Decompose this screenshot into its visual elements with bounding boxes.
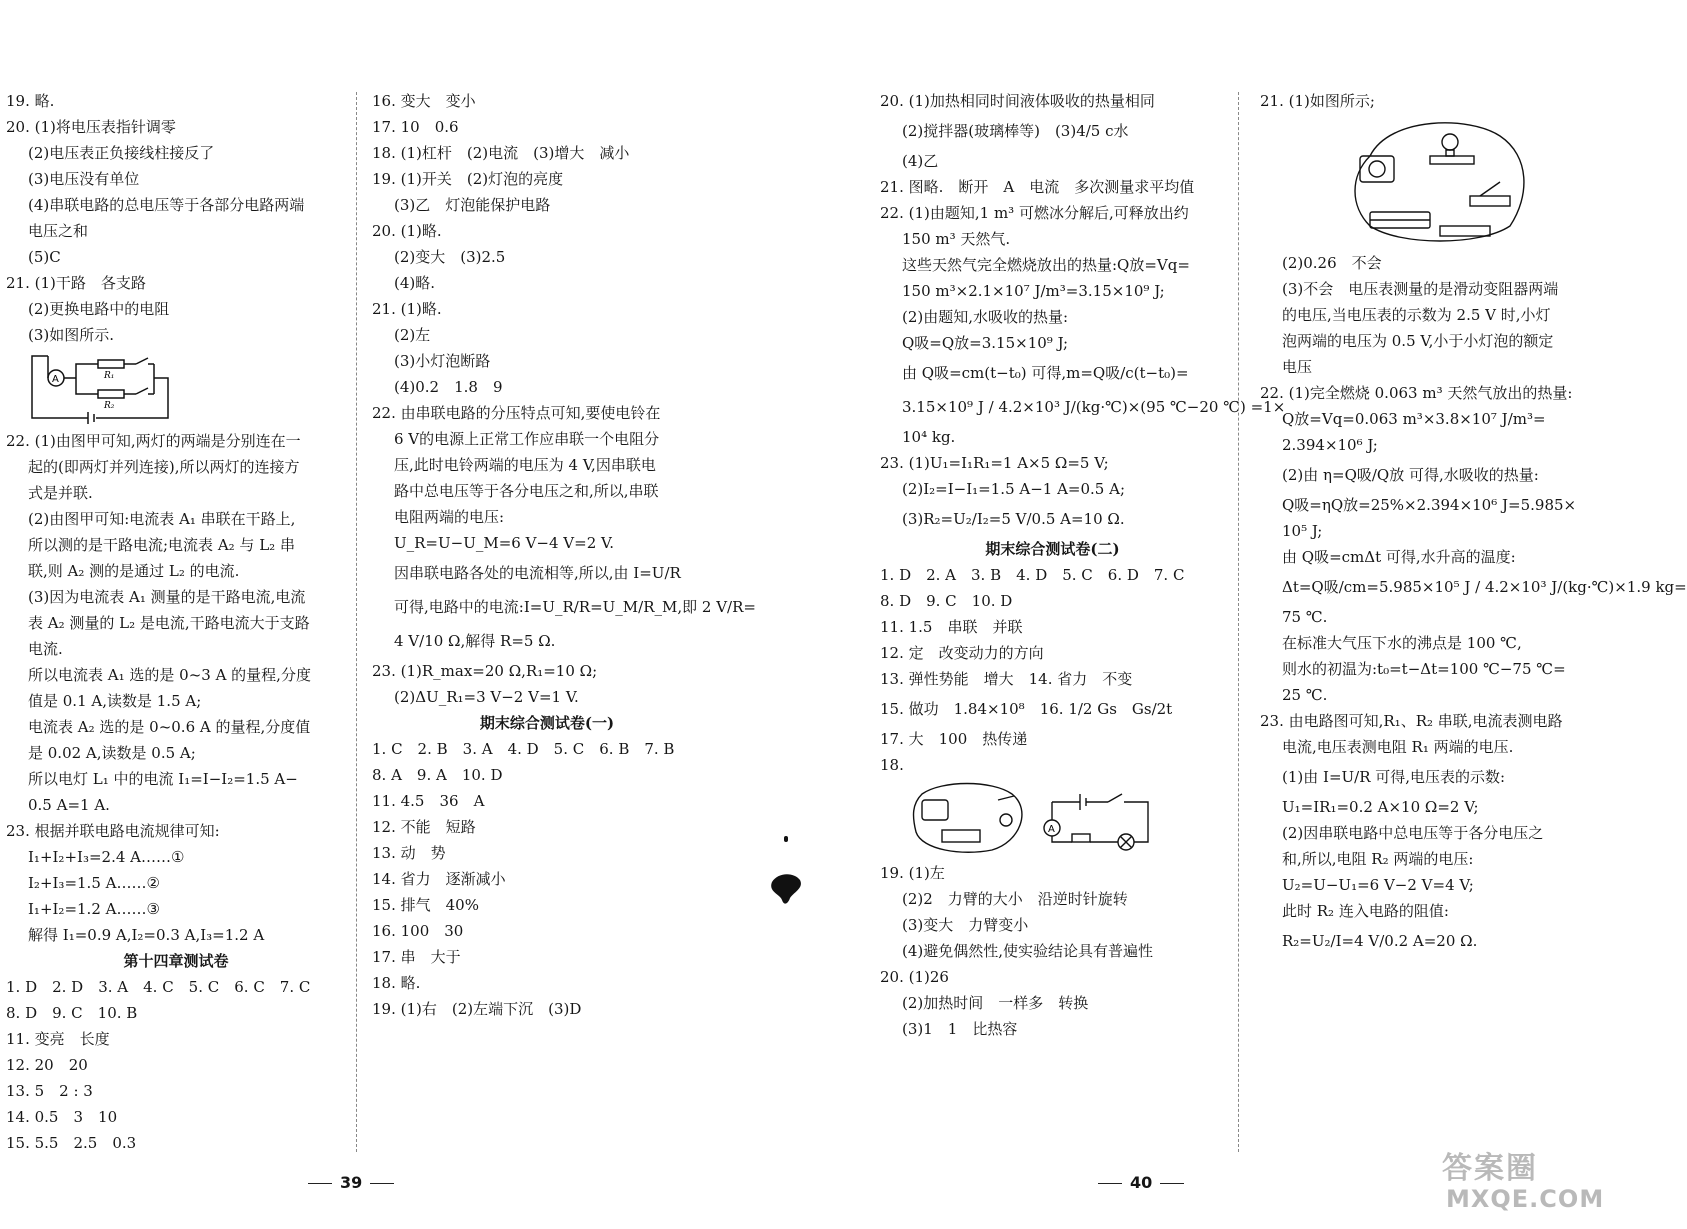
answer-line: 这些天然气完全燃烧放出的热量:Q放=Vq= — [902, 256, 1190, 274]
answer-line: 13. 弹性势能 增大 14. 省力 不变 — [880, 670, 1133, 688]
answer-line: (1)由 I=U/R 可得,电压表的示数: — [1282, 768, 1506, 786]
answer-line: 14. 0.5 3 10 — [6, 1108, 118, 1126]
answer-line: Q吸=Q放=3.15×10⁹ J; — [902, 334, 1069, 352]
answer-line: 因串联电路各处的电流相等,所以,由 I=U/R — [394, 564, 681, 582]
answer-line: 2.394×10⁶ J; — [1282, 436, 1378, 454]
answer-line: 75 ℃. — [1282, 608, 1328, 626]
answer-line: (3)电压没有单位 — [28, 170, 140, 188]
answer-line: 则水的初温为:t₀=t−Δt=100 ℃−75 ℃= — [1282, 660, 1566, 678]
answer-line: U₂=U−U₁=6 V−2 V=4 V; — [1282, 876, 1474, 894]
answer-line: 150 m³×2.1×10⁷ J/m³=3.15×10⁹ J; — [902, 282, 1165, 300]
answer-line: Δt=Q吸/cm=5.985×10⁵ J / 4.2×10³ J/(kg·℃)×1.9 kg= — [1282, 578, 1687, 596]
answer-line: 20. (1)略. — [372, 222, 442, 240]
watermark — [1432, 1139, 1605, 1221]
answer-line: 22. 由串联电路的分压特点可知,要使电铃在 — [372, 404, 661, 422]
section-heading: 第十四章测试卷 — [123, 952, 229, 970]
answer-line: 电压之和 — [28, 222, 89, 240]
page-number-right: 40 — [1090, 1173, 1192, 1192]
answer-line: (3)如图所示. — [28, 326, 115, 344]
answer-line: (2)电压表正负接线柱接反了 — [28, 144, 215, 162]
answer-line: 1. C 2. B 3. A 4. D 5. C 6. B 7. B — [372, 740, 675, 758]
answer-line: (2)变大 (3)2.5 — [394, 248, 506, 266]
answer-line: 16. 100 30 — [372, 922, 464, 940]
answer-line: 19. (1)左 — [880, 864, 945, 882]
answer-line: 可得,电路中的电流:I=U_R/R=U_M/R_M,即 2 V/R= — [394, 598, 756, 616]
answer-line: 10⁴ kg. — [902, 428, 956, 446]
answer-line: 17. 串 大于 — [372, 948, 461, 966]
answer-line: (4)串联电路的总电压等于各部分电路两端 — [28, 196, 305, 214]
column-2 — [372, 88, 756, 1022]
answer-line: (2)左 — [394, 326, 431, 344]
q18-circuit-figures — [902, 780, 1162, 856]
answer-line: Q吸=ηQ放=25%×2.394×10⁶ J=5.985× — [1282, 496, 1577, 514]
answer-line: 路中总电压等于各分电压之和,所以,串联 — [394, 482, 659, 500]
answer-line: 所以电流表 A₁ 选的是 0~3 A 的量程,分度 — [28, 666, 311, 684]
answer-line: (2)由题知,水吸收的热量: — [902, 308, 1069, 326]
answer-line: 所以电灯 L₁ 中的电流 I₁=I−I₂=1.5 A− — [28, 770, 298, 788]
answer-line: (3)因为电流表 A₁ 测量的是干路电流,电流 — [28, 588, 306, 606]
answer-line: 21. (1)如图所示; — [1260, 92, 1375, 110]
answer-line: 8. D 9. C 10. D — [880, 592, 1013, 610]
answer-line: 21. (1)略. — [372, 300, 442, 318]
answer-line: 23. (1)U₁=I₁R₁=1 A×5 Ω=5 V; — [880, 454, 1109, 472]
answer-line: (2)因串联电路中总电压等于各分电压之 — [1282, 824, 1544, 842]
answer-line: (3)乙 灯泡能保护电路 — [394, 196, 551, 214]
resistor-label: R₂ — [104, 401, 115, 411]
answer-line: 17. 10 0.6 — [372, 118, 459, 136]
section-heading: 期末综合测试卷(一) — [479, 714, 615, 732]
answer-line: 在标准大气压下水的沸点是 100 ℃, — [1282, 634, 1522, 652]
answer-line: 解得 I₁=0.9 A,I₂=0.3 A,I₃=1.2 A — [28, 926, 265, 944]
watermark-line1: 答案圈 — [1442, 1151, 1538, 1186]
answer-line: 由 Q吸=cm(t−t₀) 可得,m=Q吸/c(t−t₀)= — [902, 364, 1189, 382]
answer-line: 12. 不能 短路 — [372, 818, 476, 836]
answer-line: 23. 由电路图可知,R₁、R₂ 串联,电流表测电路 — [1260, 712, 1563, 730]
answer-line: 20. (1)将电压表指针调零 — [6, 118, 176, 136]
answer-line: 和,所以,电阻 R₂ 两端的电压: — [1282, 850, 1474, 868]
answer-line: (3)小灯泡断路 — [394, 352, 491, 370]
answer-line: (2)更换电路中的电阻 — [28, 300, 170, 318]
answer-line: 18. (1)杠杆 (2)电流 (3)增大 减小 — [372, 144, 630, 162]
answer-line: 联,则 A₂ 测的是通过 L₂ 的电流. — [28, 562, 240, 580]
answer-line: 1. D 2. A 3. B 4. D 5. C 6. D 7. C — [880, 566, 1185, 584]
answer-line: 25 ℃. — [1282, 686, 1328, 704]
answer-line: 13. 5 2 : 3 — [6, 1082, 93, 1100]
answer-line: 式是并联. — [28, 484, 93, 502]
section-heading: 期末综合测试卷(二) — [985, 540, 1120, 558]
answer-line: 19. (1)右 (2)左端下沉 (3)D — [372, 1000, 582, 1018]
answer-line: U₁=IR₁=0.2 A×10 Ω=2 V; — [1282, 798, 1479, 816]
answer-line: 所以测的是干路电流;电流表 A₂ 与 L₂ 串 — [28, 536, 295, 554]
answer-line: 8. D 9. C 10. B — [6, 1004, 138, 1022]
answer-line: 电压 — [1282, 358, 1313, 376]
answer-line: 19. (1)开关 (2)灯泡的亮度 — [372, 170, 564, 188]
answer-line: 17. 大 100 热传递 — [880, 730, 1028, 748]
answer-line: I₁+I₂=1.2 A……③ — [28, 900, 160, 918]
answer-line: (3)变大 力臂变小 — [902, 916, 1029, 934]
watermark-line2: MXQE.COM — [1446, 1185, 1605, 1213]
answer-line: (4)避免偶然性,使实验结论具有普遍性 — [902, 942, 1154, 960]
answer-line: 11. 1.5 串联 并联 — [880, 618, 1023, 636]
answer-line: 电流,电压表测电阻 R₁ 两端的电压. — [1282, 738, 1514, 756]
answer-line: 此时 R₂ 连入电路的阻值: — [1282, 902, 1449, 920]
ammeter-label: A — [1048, 824, 1055, 835]
page-number-left: 39 — [300, 1173, 402, 1192]
answer-line: (4)略. — [394, 274, 436, 292]
answer-line: 3.15×10⁹ J / 4.2×10³ J/(kg·℃)×(95 ℃−20 ℃) =1× — [902, 398, 1286, 416]
answer-line: (3)R₂=U₂/I₂=5 V/0.5 A=10 Ω. — [902, 510, 1125, 528]
answer-line: 20. (1)加热相同时间液体吸收的热量相同 — [880, 92, 1155, 110]
answer-line: 值是 0.1 A,读数是 1.5 A; — [28, 692, 202, 710]
answer-line: (2)由图甲可知:电流表 A₁ 串联在干路上, — [28, 510, 296, 528]
answer-line: 10⁵ J; — [1282, 522, 1323, 540]
answer-line: 11. 变亮 长度 — [6, 1030, 110, 1048]
answer-line: 1. D 2. D 3. A 4. C 5. C 6. C 7. C — [6, 978, 311, 996]
answer-line: 21. (1)干路 各支路 — [6, 274, 146, 292]
answer-line: 23. (1)R_max=20 Ω,R₁=10 Ω; — [372, 662, 598, 680]
ink-blot — [768, 868, 804, 908]
answer-line: (3)1 1 比热容 — [902, 1020, 1018, 1038]
answer-line: 6 V的电源上正常工作应串联一个电阻分 — [394, 430, 660, 448]
answer-line: Q放=Vq=0.063 m³×3.8×10⁷ J/m³= — [1282, 410, 1546, 428]
answer-line: 22. (1)完全燃烧 0.063 m³ 天然气放出的热量: — [1260, 384, 1573, 402]
answer-line: 0.5 A=1 A. — [28, 796, 110, 814]
answer-line: (2)加热时间 一样多 转换 — [902, 994, 1089, 1012]
figure — [1260, 116, 1596, 246]
q21-circuit-figure — [1330, 116, 1540, 246]
answer-line: (2)ΔU_R₁=3 V−2 V=1 V. — [394, 688, 579, 706]
answer-line: 起的(即两灯并列连接),所以两灯的连接方 — [28, 458, 300, 476]
figure — [6, 350, 346, 424]
column-divider — [1238, 92, 1239, 1152]
answer-line: 15. 做功 1.84×10⁸ 16. 1/2 Gs Gs/2t — [880, 700, 1173, 718]
answer-line: (3)不会 电压表测量的是滑动变阻器两端 — [1282, 280, 1559, 298]
answer-line: 15. 5.5 2.5 0.3 — [6, 1134, 137, 1152]
answer-line: 21. 图略. 断开 A 电流 多次测量求平均值 — [880, 178, 1195, 196]
answer-line: 压,此时电铃两端的电压为 4 V,因串联电 — [394, 456, 656, 474]
answer-line: 18. — [880, 756, 904, 774]
answer-line: (2)I₂=I−I₁=1.5 A−1 A=0.5 A; — [902, 480, 1126, 498]
answer-line: 电流表 A₂ 选的是 0~0.6 A 的量程,分度值 — [28, 718, 311, 736]
parallel-circuit-diagram — [28, 350, 178, 424]
column-4 — [1260, 88, 1687, 958]
column-3 — [880, 88, 1286, 1042]
answer-line: 23. 根据并联电路电流规律可知: — [6, 822, 220, 840]
answer-line: 12. 定 改变动力的方向 — [880, 644, 1044, 662]
figure — [880, 780, 1225, 856]
answer-line: R₂=U₂/I=4 V/0.2 A=20 Ω. — [1282, 932, 1478, 950]
answer-line: (4)0.2 1.8 9 — [394, 378, 503, 396]
answer-line: 20. (1)26 — [880, 968, 949, 986]
answer-line: (2)搅拌器(玻璃棒等) (3)4/5 c水 — [902, 122, 1129, 140]
answer-line: (2)由 η=Q吸/Q放 可得,水吸收的热量: — [1282, 466, 1539, 484]
answer-line: 4 V/10 Ω,解得 R=5 Ω. — [394, 632, 556, 650]
answer-line: 电阻两端的电压: — [394, 508, 505, 526]
answer-line: 16. 变大 变小 — [372, 92, 476, 110]
answer-line: 由 Q吸=cmΔt 可得,水升高的温度: — [1282, 548, 1516, 566]
answer-line: 是 0.02 A,读数是 0.5 A; — [28, 744, 196, 762]
answer-line: 18. 略. — [372, 974, 421, 992]
answer-line: (2)2 力臂的大小 沿逆时针旋转 — [902, 890, 1128, 908]
answer-line: 的电压,当电压表的示数为 2.5 V 时,小灯 — [1282, 306, 1551, 324]
answer-line: 22. (1)由题知,1 m³ 可燃冰分解后,可释放出约 — [880, 204, 1189, 222]
column-divider — [356, 92, 357, 1152]
answer-line: 14. 省力 逐渐减小 — [372, 870, 506, 888]
column-1 — [6, 88, 346, 1156]
answer-line: (5)C — [28, 248, 61, 266]
answer-line: I₂+I₃=1.5 A……② — [28, 874, 160, 892]
answer-line: 8. A 9. A 10. D — [372, 766, 503, 784]
answer-line: (2)0.26 不会 — [1282, 254, 1382, 272]
ink-dot — [784, 836, 788, 842]
answer-line: 11. 4.5 36 A — [372, 792, 485, 810]
answer-line: 13. 动 势 — [372, 844, 446, 862]
answer-line: 15. 排气 40% — [372, 896, 479, 914]
answer-line: 12. 20 20 — [6, 1056, 88, 1074]
answer-line: 22. (1)由图甲可知,两灯的两端是分别连在一 — [6, 432, 301, 450]
answer-line: 19. 略. — [6, 92, 55, 110]
answer-line: 150 m³ 天然气. — [902, 230, 1011, 248]
answer-line: (4)乙 — [902, 152, 939, 170]
answer-line: I₁+I₂+I₃=2.4 A……① — [28, 848, 185, 866]
resistor-label: R₁ — [104, 371, 115, 381]
ammeter-label: A — [52, 374, 59, 385]
answer-line: 表 A₂ 测量的 L₂ 是电流,干路电流大于支路 — [28, 614, 310, 632]
answer-line: U_R=U−U_M=6 V−4 V=2 V. — [394, 534, 614, 552]
answer-line: 电流. — [28, 640, 63, 658]
answer-line: 泡两端的电压为 0.5 V,小于小灯泡的额定 — [1282, 332, 1554, 350]
